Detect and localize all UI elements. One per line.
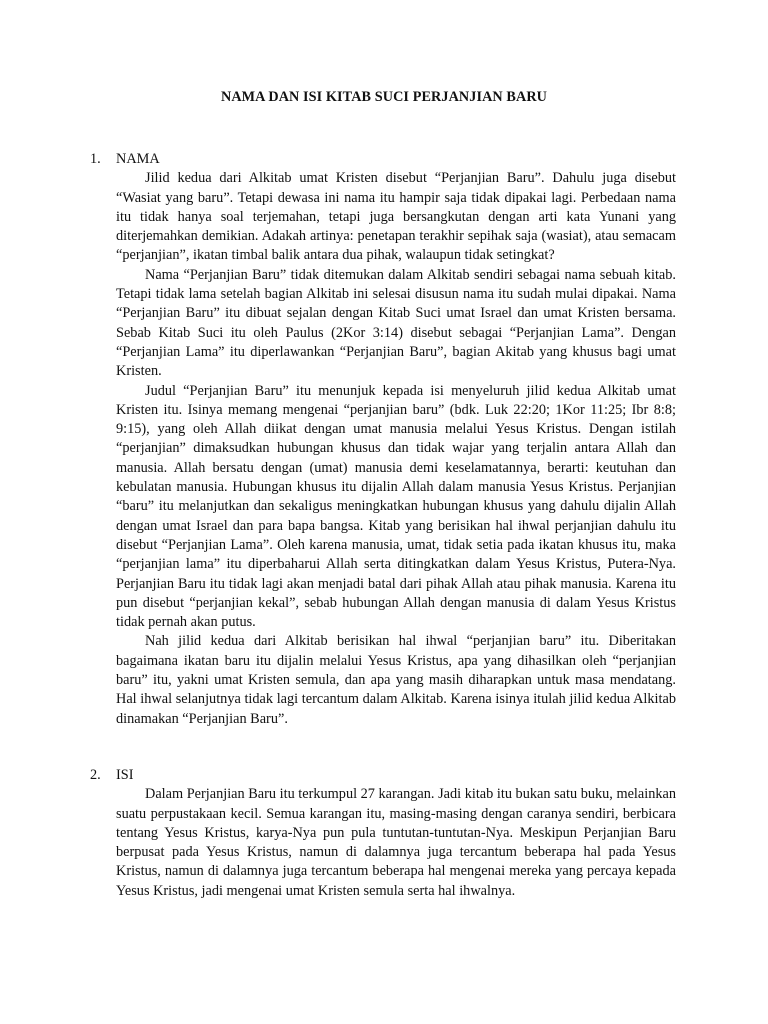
section-nama bbox=[90, 150, 680, 729]
section-title: NAMA bbox=[116, 151, 160, 167]
paragraph: Jilid kedua dari Alkitab umat Kristen disebut “Perjanjian Baru”. Dahulu juga disebut “Wasiat yang baru”. Tetapi dewasa ini nama itu hampir saja tidak dipakai lagi. Perbedaan nama itu tidak hanya soal terjemahan, tetapi juga bersangkutan dengan arti kata Yunani yang diterjemahkan demikian. Adakah artinya: penetapan terakhir sepihak saja (wasiat), atau semacam “perjanjian”, ikatan timbal balik antara dua pihak, walaupun tidak setingkat? bbox=[116, 170, 676, 264]
paragraph: Dalam Perjanjian Baru itu terkumpul 27 karangan. Jadi kitab itu bukan satu buku, melainkan suatu perpustakaan kecil. Semua karangan itu, masing-masing dengan caranya sendiri, berbicara tentang Yesus Kristus, karya-Nya pun pula tuntutan-tuntutan-Nya. Meskipun Perjanjian Baru berpusat pada Yesus Kristus, namun di dalamnya juga tercantum beberapa hal pada Yesus Kristus, namun di dalamnya juga tercantum beberapa hal mengenai mereka yang percaya kepada Yesus Kristus, jadi mengenai umat Kristen semula serta hal ihwalnya. bbox=[116, 786, 676, 899]
section-isi bbox=[90, 766, 680, 901]
section-number: 1. bbox=[90, 151, 101, 167]
section-heading bbox=[90, 766, 680, 785]
paragraph: Judul “Perjanjian Baru” itu menunjuk kepada isi menyeluruh jilid kedua Alkitab umat Kristen itu. Isinya memang mengenai “perjanjian baru” (bdk. Luk 22:20; 1Kor 11:25; Ibr 8:8; 9:15), yang oleh Allah diikat dengan umat manusia melalui Yesus Kristus. Dengan istilah “perjanjian” dimaksudkan hubungan khusus dan tidak wajar yang terjalin antara Allah dan manusia. Allah bersatu dengan (umat) manusia demi keselamatannya, berarti: keutuhan dan kebulatan manusia. Hubungan khusus itu dijalin Allah dalam manusia Yesus Kristus. Perjanjian “baru” itu melanjutkan dan sekaligus meningkatkan hubungan khusus yang dahulu dijalin Allah dengan umat Israel dan para bapa bangsa. Kitab yang berisikan hal ihwal perjanjian dahulu itu disebut “Perjanjian Lama”. Oleh karena manusia, umat, tidak setia pada ikatan khusus itu, maka “perjanjian lama” itu diperbaharui Allah serta ditingkatkan dalam Yesus Kristus, Putera-Nya. Perjanjian Baru itu tidak lagi akan menjadi batal dari pihak Allah atau pihak manusia. Karena itu pun disebut “perjanjian kekal”, sebab hubungan Allah dengan manusia di dalam Yesus Kristus tidak pernah akan putus. bbox=[116, 382, 676, 631]
paragraph: Nah jilid kedua dari Alkitab berisikan hal ihwal “perjanjian baru” itu. Diberitakan bagaimana ikatan baru itu dijalin melalui Yesus Kristus, apa yang dihasilkan oleh “perjanjian baru” itu, yakni umat Kristen semula, dan apa yang masih diharapkan untuk masa mendatang. Hal ihwal selanjutnya tidak lagi tercantum dalam Alkitab. Karena isinya itulah jilid kedua Alkitab dinamakan “Perjanjian Baru”. bbox=[116, 633, 676, 727]
paragraph: Nama “Perjanjian Baru” tidak ditemukan dalam Alkitab sendiri sebagai nama sebuah kitab. Tetapi tidak lama setelah bagian Alkitab ini selesai disusun nama itu sudah mulai dipakai. Nama “Perjanjian Baru” itu dibuat sejalan dengan Kitab Suci umat Israel dan umat Kristen bersama. Sebab Kitab Suci itu oleh Paulus (2Kor 3:14) disebut sebagai “Perjanjian Lama”. Dengan “Perjanjian Lama” itu diperlawankan “Perjanjian Baru”, bagian Akitab yang khusus bagi umat Kristen. bbox=[116, 266, 676, 380]
section-title: ISI bbox=[116, 767, 134, 783]
section-number: 2. bbox=[90, 767, 101, 783]
section-body bbox=[116, 169, 676, 729]
document-title: NAMA DAN ISI KITAB SUCI PERJANJIAN BARU bbox=[220, 89, 548, 105]
section-heading bbox=[90, 150, 680, 169]
section-body bbox=[116, 785, 676, 901]
